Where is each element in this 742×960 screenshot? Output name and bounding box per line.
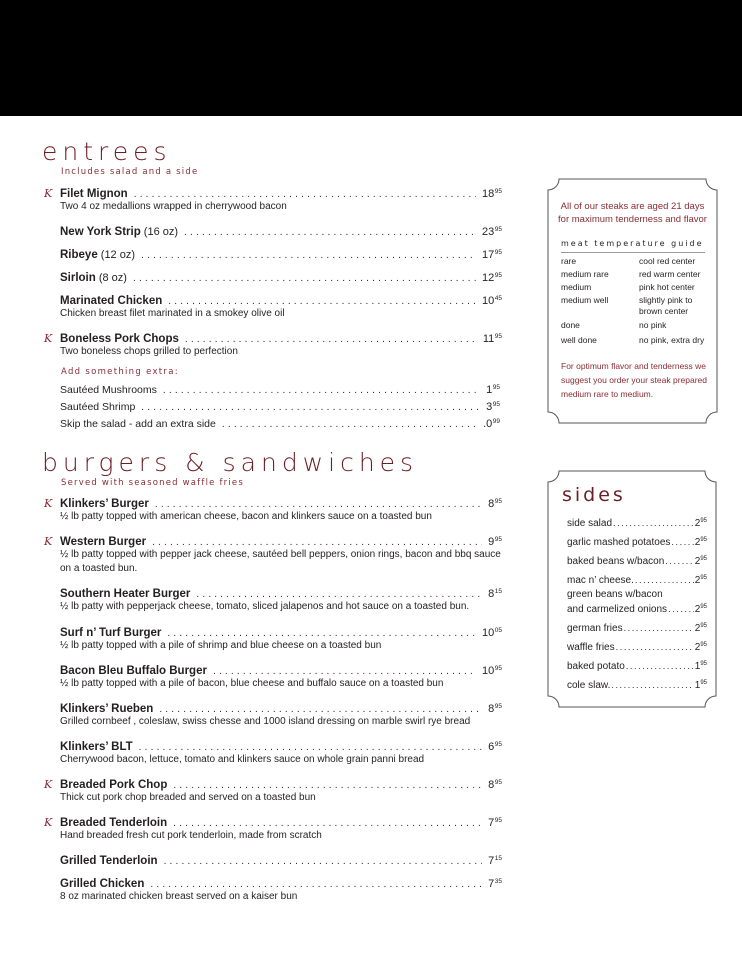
item-name-text: Boneless Pork Chops <box>60 333 179 345</box>
side-name: baked beans w/bacon <box>567 556 665 567</box>
side-item <box>567 553 707 568</box>
item-price <box>482 222 502 240</box>
side-name: side salad <box>567 518 613 529</box>
item-price <box>482 661 502 679</box>
item-line <box>60 414 500 429</box>
side-price <box>695 572 707 587</box>
extra-name: Sautéed Mushrooms <box>60 384 157 396</box>
price-dollars: .0 <box>483 418 493 430</box>
side-price <box>695 620 707 635</box>
item-description: ½ lb patty topped with a pile of shrimp and blue cheese on a toasted bun <box>60 640 382 651</box>
item-line <box>42 737 502 753</box>
extra-name: Skip the salad - add an extra side <box>60 418 216 430</box>
item-price <box>482 623 502 641</box>
side-price <box>695 553 707 568</box>
klinkers-signature-icon: K <box>44 187 53 200</box>
price-cents: 95 <box>494 536 502 543</box>
dot-leader <box>141 400 480 415</box>
item-size-note: (16 oz) <box>140 226 179 238</box>
side-name: waffle fries <box>567 642 615 653</box>
price-dollars: 2 <box>694 642 701 653</box>
klinkers-signature-icon: K <box>44 497 53 510</box>
temperature-description: pink hot center <box>639 282 695 292</box>
item-name <box>60 224 178 240</box>
side-line <box>567 572 707 587</box>
item-line <box>42 874 502 890</box>
dot-leader <box>616 641 694 653</box>
item-line <box>42 775 502 791</box>
temperature-name: rare <box>561 256 577 266</box>
menu-item <box>42 813 502 843</box>
price-cents: 95 <box>492 401 500 408</box>
side-line <box>567 658 707 673</box>
side-name: cole slaw. <box>567 680 611 691</box>
burgers-subtitle: Served with seasoned waffle fries <box>61 478 244 488</box>
side-item <box>567 589 707 616</box>
price-dollars: 1 <box>694 680 701 691</box>
price-cents: 99 <box>492 418 500 425</box>
item-name-text: Bacon Bleu Buffalo Burger <box>60 665 207 677</box>
price-cents: 95 <box>494 703 502 710</box>
temperature-guide-title: meat temperature guide <box>561 239 704 248</box>
item-line <box>42 184 502 200</box>
price-cents: 95 <box>494 665 502 672</box>
item-price <box>483 329 502 347</box>
item-price <box>488 584 502 602</box>
price-cents: 05 <box>494 627 502 634</box>
dot-leader <box>624 622 694 634</box>
dot-leader <box>671 536 693 548</box>
side-line <box>567 601 707 616</box>
price-dollars: 7 <box>488 817 495 829</box>
steak-info-box <box>547 178 718 424</box>
item-price <box>488 494 502 512</box>
menu-item <box>42 222 502 238</box>
price-cents: 95 <box>492 384 500 391</box>
item-name <box>60 270 127 286</box>
price-dollars: 1 <box>694 661 701 672</box>
item-name-text: Surf n’ Turf Burger <box>60 627 162 639</box>
menu-item <box>42 245 502 261</box>
item-name-text: Breaded Tenderloin <box>60 817 168 829</box>
klinkers-signature-icon: K <box>44 535 53 548</box>
menu-item <box>42 623 502 653</box>
header-band <box>0 0 742 116</box>
side-item <box>567 620 707 635</box>
price-cents: 95 <box>700 623 707 629</box>
item-price <box>482 268 502 286</box>
price-cents: 95 <box>700 575 707 581</box>
item-size-note: (12 oz) <box>97 249 136 261</box>
dot-leader <box>611 679 693 691</box>
item-line <box>42 245 502 261</box>
item-price <box>488 699 502 717</box>
item-description: Two boneless chops grilled to perfection <box>60 346 238 357</box>
item-description: ½ lb patty topped with pepper jack cheese, sautéed bell peppers, onion rings, bacon and bbq sauce on a toasted bun. <box>60 549 501 574</box>
price-cents: 95 <box>700 642 707 648</box>
menu-item <box>42 584 502 614</box>
menu-item <box>42 532 502 576</box>
price-dollars: 8 <box>488 779 495 791</box>
item-price <box>488 737 502 755</box>
item-line <box>42 661 502 677</box>
side-item <box>567 639 707 654</box>
price-dollars: 2 <box>694 537 701 548</box>
dot-leader <box>163 383 480 398</box>
price-dollars: 9 <box>488 536 495 548</box>
temperature-description: cool red center <box>639 256 696 266</box>
item-line <box>42 329 502 345</box>
side-item <box>567 658 707 673</box>
temperature-description: no pink, extra dry <box>639 335 705 345</box>
item-description: Two 4 oz medallions wrapped in cherrywood bacon <box>60 201 287 212</box>
price-dollars: 2 <box>694 556 701 567</box>
item-price <box>488 874 502 892</box>
temperature-description: slightly pink to brown center <box>639 295 693 316</box>
item-line <box>42 584 502 600</box>
item-description: Chicken breast filet marinated in a smokey olive oil <box>60 308 285 319</box>
burgers-title: burgers & sandwiches <box>42 448 419 477</box>
item-name <box>60 853 158 869</box>
temperature-name: medium <box>561 282 592 292</box>
price-dollars: 1 <box>486 384 493 396</box>
price-cents: 95 <box>494 272 502 279</box>
side-price <box>695 639 707 654</box>
price-dollars: 7 <box>488 855 495 867</box>
item-line <box>60 380 500 395</box>
price-dollars: 18 <box>482 188 495 200</box>
item-line <box>42 222 502 238</box>
side-line <box>567 534 707 549</box>
side-line <box>567 677 707 692</box>
price-cents: 15 <box>494 855 502 862</box>
side-name: mac n’ cheese. <box>567 575 634 586</box>
item-description: Hand breaded fresh cut pork tenderloin, made from scratch <box>60 830 322 841</box>
sides-box <box>547 470 717 708</box>
side-item <box>567 515 707 530</box>
price-dollars: 23 <box>482 226 495 238</box>
steak-aging-note: All of our steaks are aged 21 days for maximum tenderness and flavor <box>558 201 707 225</box>
item-line <box>42 532 502 548</box>
klinkers-signature-icon: K <box>44 816 53 829</box>
klinkers-signature-icon: K <box>44 778 53 791</box>
item-name-text: Breaded Pork Chop <box>60 779 168 791</box>
item-price <box>482 184 502 202</box>
price-dollars: 11 <box>482 333 495 345</box>
menu-item <box>42 184 502 214</box>
sides-title: sides <box>562 484 626 506</box>
price-dollars: 7 <box>488 878 495 890</box>
menu-item <box>42 329 502 359</box>
item-line <box>42 851 502 867</box>
dot-leader <box>222 417 477 432</box>
dot-leader <box>613 517 694 529</box>
menu-item <box>42 737 502 767</box>
item-name-text: Ribeye <box>60 249 98 261</box>
item-name-text: New York Strip <box>60 226 141 238</box>
dot-leader <box>665 555 693 567</box>
item-line <box>42 623 502 639</box>
side-name: and carmelized onions <box>567 604 668 615</box>
item-price <box>483 414 500 432</box>
item-size-note: (8 oz) <box>95 272 127 284</box>
item-price <box>488 851 502 869</box>
dot-leader <box>164 854 483 870</box>
extra-name: Sautéed Shrimp <box>60 401 136 413</box>
temperature-description: no pink <box>639 320 667 330</box>
item-name <box>60 247 135 263</box>
item-name-text: Grilled Tenderloin <box>60 855 158 867</box>
price-dollars: 3 <box>486 401 493 413</box>
price-cents: 95 <box>494 226 502 233</box>
price-cents: 95 <box>494 817 502 824</box>
price-dollars: 12 <box>482 272 495 284</box>
price-cents: 95 <box>700 518 707 524</box>
item-line <box>42 291 502 307</box>
price-dollars: 10 <box>482 627 495 639</box>
item-description: ½ lb patty topped with a pile of bacon, blue cheese and buffalo sauce on a toasted bun <box>60 678 444 689</box>
temperature-name: medium well <box>561 295 609 305</box>
price-dollars: 8 <box>488 498 495 510</box>
item-description: Thick cut pork chop breaded and served on a toasted bun <box>60 792 316 803</box>
price-cents: 45 <box>494 295 502 302</box>
temperature-name: well done <box>561 335 597 345</box>
entrees-title: entrees <box>42 137 172 166</box>
item-price <box>488 813 502 831</box>
item-line <box>42 494 502 510</box>
price-cents: 95 <box>700 604 707 610</box>
dot-leader <box>184 225 476 241</box>
item-name-text: Klinkers’ Rueben <box>60 703 154 715</box>
side-item <box>567 534 707 549</box>
price-dollars: 2 <box>694 575 701 586</box>
price-dollars: 2 <box>694 623 701 634</box>
side-name: garlic mashed potatoes <box>567 537 671 548</box>
temperature-description: red warm center <box>639 269 701 279</box>
item-price <box>482 291 502 309</box>
menu-item <box>42 699 502 729</box>
side-line <box>567 639 707 654</box>
item-name-text: Filet Mignon <box>60 188 128 200</box>
price-cents: 95 <box>494 741 502 748</box>
item-name-text: Klinkers’ BLT <box>60 741 133 753</box>
extras-title: Add something extra: <box>61 367 179 377</box>
dot-leader <box>668 603 694 615</box>
item-description: Grilled cornbeef , coleslaw, swiss chesse and 1000 island dressing on marble swirl rye bread <box>60 716 471 727</box>
item-description: ½ lb patty topped with american cheese, bacon and klinkers sauce on a toasted bun <box>60 511 432 522</box>
price-cents: 95 <box>700 680 707 686</box>
extra-item <box>60 380 500 395</box>
item-line <box>60 397 500 412</box>
item-price <box>488 775 502 793</box>
temperature-name: medium rare <box>561 269 609 279</box>
side-line <box>567 515 707 530</box>
price-cents: 95 <box>494 249 502 256</box>
menu-item <box>42 661 502 691</box>
item-line <box>42 813 502 829</box>
item-price <box>486 397 500 415</box>
side-price <box>695 534 707 549</box>
dot-leader <box>141 248 476 264</box>
price-dollars: 17 <box>482 249 495 261</box>
side-price <box>695 677 707 692</box>
price-cents: 95 <box>494 188 502 195</box>
price-dollars: 10 <box>482 665 495 677</box>
item-name-text: Sirloin <box>60 272 96 284</box>
price-cents: 95 <box>494 333 502 340</box>
price-cents: 35 <box>494 878 502 885</box>
menu-item <box>42 291 502 321</box>
price-cents: 95 <box>700 537 707 543</box>
entrees-subtitle: Includes salad and a side <box>61 167 199 177</box>
price-dollars: 8 <box>488 588 495 600</box>
price-cents: 15 <box>494 588 502 595</box>
item-price <box>482 245 502 263</box>
side-price <box>695 515 707 530</box>
divider <box>561 252 705 253</box>
side-item <box>567 572 707 587</box>
menu-item <box>42 851 502 867</box>
side-line <box>567 620 707 635</box>
extra-item <box>60 397 500 412</box>
price-dollars: 10 <box>482 295 495 307</box>
menu-item <box>42 494 502 524</box>
dot-leader <box>133 271 476 287</box>
dot-leader <box>626 660 694 672</box>
menu-item <box>42 775 502 805</box>
menu-item <box>42 268 502 284</box>
item-description: Cherrywood bacon, lettuce, tomato and klinkers sauce on whole grain panni bread <box>60 754 425 765</box>
item-line <box>42 699 502 715</box>
side-name: german fries <box>567 623 623 634</box>
extra-item <box>60 414 500 429</box>
item-name-text: Klinkers’ Burger <box>60 498 149 510</box>
side-name-line: green beans w/bacon <box>567 589 663 600</box>
item-description: ½ lb patty with pepperjack cheese, tomato, sliced jalapenos and hot sauce on a toasted bun. <box>60 601 470 612</box>
menu-item <box>42 874 502 904</box>
side-line <box>567 553 707 568</box>
side-item <box>567 677 707 692</box>
price-dollars: 2 <box>694 518 701 529</box>
item-line <box>42 268 502 284</box>
item-name-text: Marinated Chicken <box>60 295 163 307</box>
side-name: baked potato <box>567 661 625 672</box>
item-price <box>486 380 500 398</box>
dot-leader <box>635 574 694 586</box>
price-dollars: 8 <box>488 703 495 715</box>
item-name-text: Western Burger <box>60 536 147 548</box>
klinkers-signature-icon: K <box>44 332 53 345</box>
item-name-text: Southern Heater Burger <box>60 588 191 600</box>
price-cents: 95 <box>700 661 707 667</box>
price-dollars: 2 <box>694 604 701 615</box>
temperature-name: done <box>561 320 580 330</box>
price-cents: 95 <box>494 498 502 505</box>
price-dollars: 6 <box>488 741 495 753</box>
side-price <box>695 658 707 673</box>
item-description: 8 oz marinated chicken breast served on a kaiser bun <box>60 891 298 902</box>
side-price <box>695 601 707 616</box>
steak-order-tip: For optimum flavor and tenderness we suggest you order your steak prepared medium rare to medium. <box>561 361 708 399</box>
item-name-text: Grilled Chicken <box>60 878 145 890</box>
price-cents: 95 <box>700 556 707 562</box>
price-cents: 95 <box>494 779 502 786</box>
